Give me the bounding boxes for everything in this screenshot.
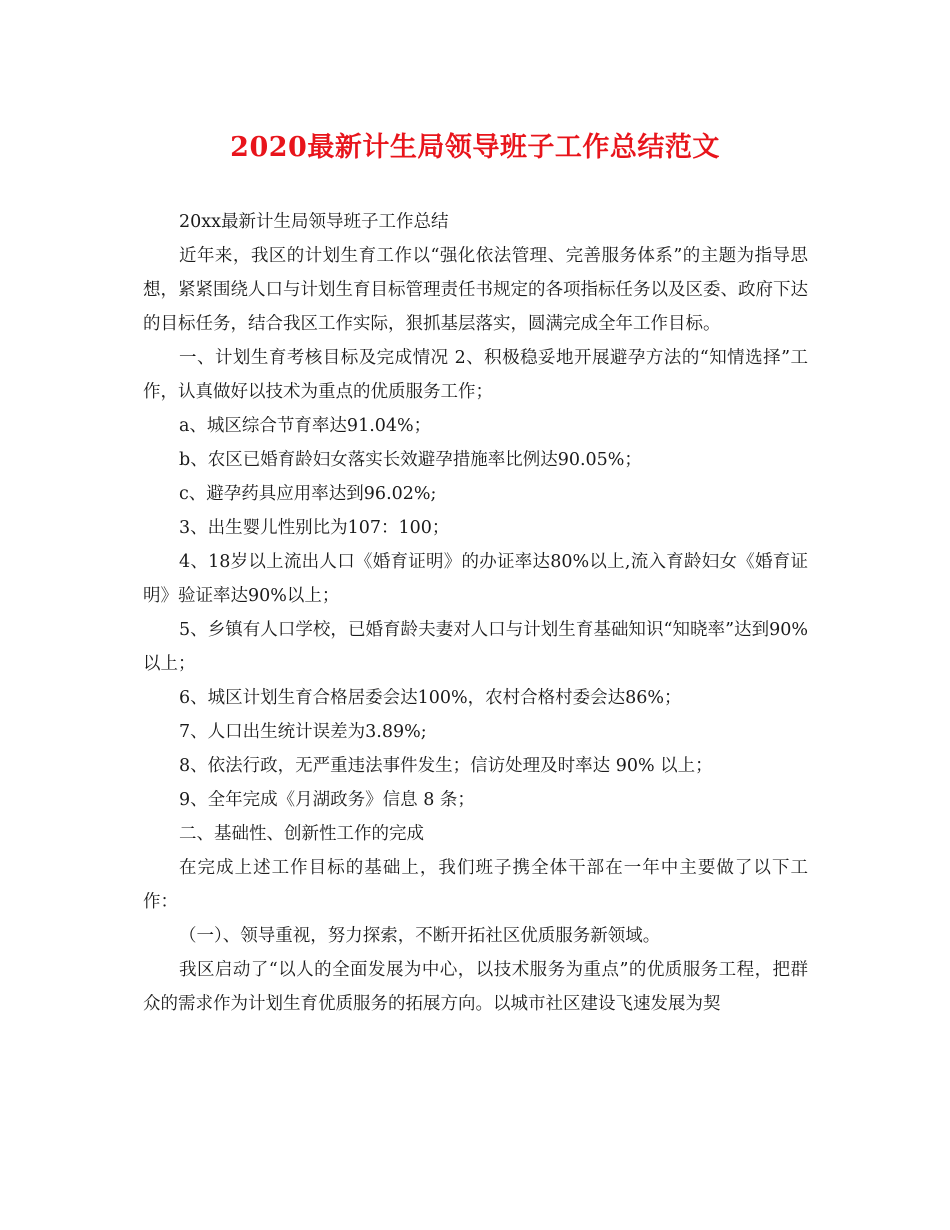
paragraph-item-9: 9、全年完成《月湖政务》信息 8 条； (179, 790, 475, 810)
paragraph-section-2: 二、基础性、创新性工作的完成 (179, 824, 424, 844)
paragraph-item-7: 7、人口出生统计误差为3.89%; (179, 722, 427, 742)
paragraph-item-a: a、城区综合节育率达91.04%； (179, 416, 432, 436)
paragraph-item-8: 8、依法行政，无严重违法事件发生；信访处理及时率达 90% 以上； (179, 756, 713, 776)
paragraph-section-1: 一、计划生育考核目标及完成情况 2、积极稳妥地开展避孕方法的“知情选择”工作，认真做好以技术为重点的优质服务工作； (143, 348, 808, 402)
document-body (143, 205, 808, 1021)
paragraph-subsection-1: （一）、领导重视，努力探索，不断开拓社区优质服务新领域。 (179, 926, 661, 946)
paragraph-item-3: 3、出生婴儿性别比为107：100； (179, 518, 450, 538)
document-title: 2020最新计生局领导班子工作总结范文 (230, 132, 720, 163)
paragraph-item-c: c、避孕药具应用率达到96.02%; (179, 484, 437, 504)
paragraph-item-6: 6、城区计划生育合格居委会达100%，农村合格村委会达86%； (179, 688, 682, 708)
paragraph-item-4: 4、18岁以上流出人口《婚育证明》的办证率达80%以上,流入育龄妇女《婚育证明》验证率达90%以上； (143, 552, 808, 606)
paragraph-subtitle: 20xx最新计生局领导班子工作总结 (179, 212, 449, 232)
paragraph-item-b: b、农区已婚育龄妇女落实长效避孕措施率比例达90.05%； (179, 450, 642, 470)
paragraph-work-intro: 在完成上述工作目标的基础上，我们班子携全体干部在一年中主要做了以下工作： (143, 858, 808, 912)
paragraph-item-5: 5、乡镇有人口学校，已婚育龄夫妻对人口与计划生育基础知识“知晓率”达到90%以上； (143, 620, 808, 674)
paragraph-service-project: 我区启动了“以人的全面发展为中心，以技术服务为重点”的优质服务工程，把群众的需求作为计划生育优质服务的拓展方向。以城市社区建设飞速发展为契 (143, 960, 808, 1014)
paragraph-intro: 近年来，我区的计划生育工作以“强化依法管理、完善服务体系”的主题为指导思想，紧紧围绕人口与计划生育目标管理责任书规定的各项指标任务以及区委、政府下达的目标任务，结合我区工作实际，狠抓基层落实，圆满完成全年工作目标。 (143, 246, 808, 334)
